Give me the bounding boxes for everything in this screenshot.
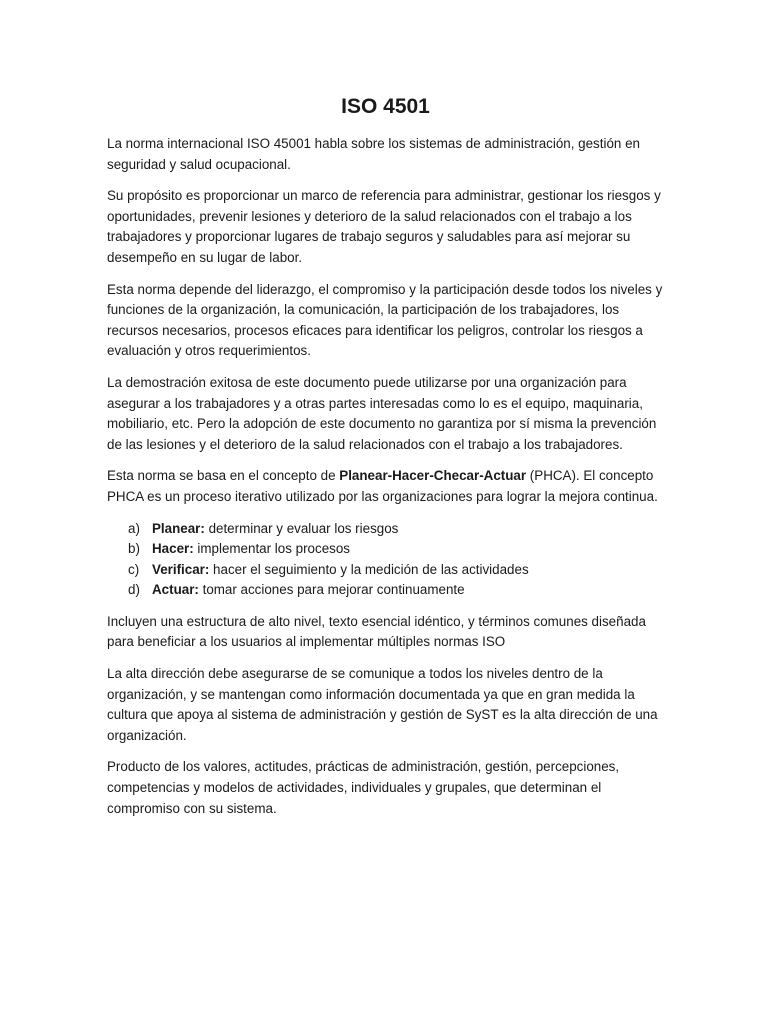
phca-concept: Planear-Hacer-Checar-Actuar xyxy=(339,468,527,484)
list-marker: d) xyxy=(128,582,140,598)
paragraph-phca xyxy=(107,466,664,507)
paragraph-structure: Incluyen una estructura de alto nivel, texto esencial idéntico, y términos comunes diseñada para beneficiar a los usuarios al implementar múltiples normas ISO xyxy=(107,613,646,650)
list-term: Hacer: xyxy=(152,541,194,557)
phca-text-pre: Esta norma se basa en el concepto de xyxy=(107,468,340,484)
page-title: ISO 4501 xyxy=(341,95,430,118)
list-item xyxy=(107,539,664,560)
list-item xyxy=(107,560,664,581)
paragraph-dependencies: Esta norma depende del liderazgo, el compromiso y la participación desde todos los niveles y funciones de la organización, la comunicación, la participación de los trabajadores, los recursos necesarios, procesos eficaces para identificar los peligros, controlar los riesgos a evaluación y otros requerimientos. xyxy=(107,281,663,359)
list-term: Verificar: xyxy=(152,561,210,577)
list-text: hacer el seguimiento y la medición de las actividades xyxy=(209,561,529,577)
list-text: determinar y evaluar los riesgos xyxy=(204,520,399,536)
list-marker: b) xyxy=(128,541,140,557)
list-term: Actuar: xyxy=(152,582,199,598)
paragraph-purpose: Su propósito es proporcionar un marco de referencia para administrar, gestionar los riesgos y oportunidades, prevenir lesiones y deterioro de la salud relacionados con el trabajo a los trabajadores y proporcionar lugares de trabajo seguros y saludables para así mejorar su desempeño en su lugar de labor. xyxy=(107,188,661,265)
list-text: tomar acciones para mejorar continuamente xyxy=(198,582,465,598)
paragraph-culture: Producto de los valores, actitudes, prácticas de administración, gestión, percepciones, competencias y modelos de actividades, individuales y grupales, que determinan el compromiso con su sistema. xyxy=(107,759,620,816)
list-term: Planear: xyxy=(152,520,205,536)
paragraph-management: La alta dirección debe asegurarse de se comunique a todos los niveles dentro de la organización, y se mantengan como información documentada ya que en gran medida la cultura que apoya al sistema de administración y gestión de SyST es la alta dirección de una organización. xyxy=(107,666,658,743)
paragraph-demonstration: La demostración exitosa de este documento puede utilizarse por una organización para asegurar a los trabajadores y a otras partes interesadas como lo es el equipo, maquinaria, mobiliario, etc. Pero la adopción de este documento no garantiza por sí misma la prevención de las lesiones y el deterioro de la salud relacionados con el trabajo a los trabajadores. xyxy=(107,374,657,452)
phca-list xyxy=(107,519,664,601)
list-marker: c) xyxy=(128,561,140,577)
list-marker: a) xyxy=(128,520,140,536)
list-item xyxy=(107,580,664,601)
list-item xyxy=(107,519,664,540)
list-text: implementar los procesos xyxy=(193,541,350,557)
phca-text-post: (PHCA). El concepto PHCA es un proceso iterativo utilizado por las organizaciones para lograr la mejora continua. xyxy=(107,468,658,504)
paragraph-intro: La norma internacional ISO 45001 habla sobre los sistemas de administración, gestión en seguridad y salud ocupacional. xyxy=(107,136,640,172)
